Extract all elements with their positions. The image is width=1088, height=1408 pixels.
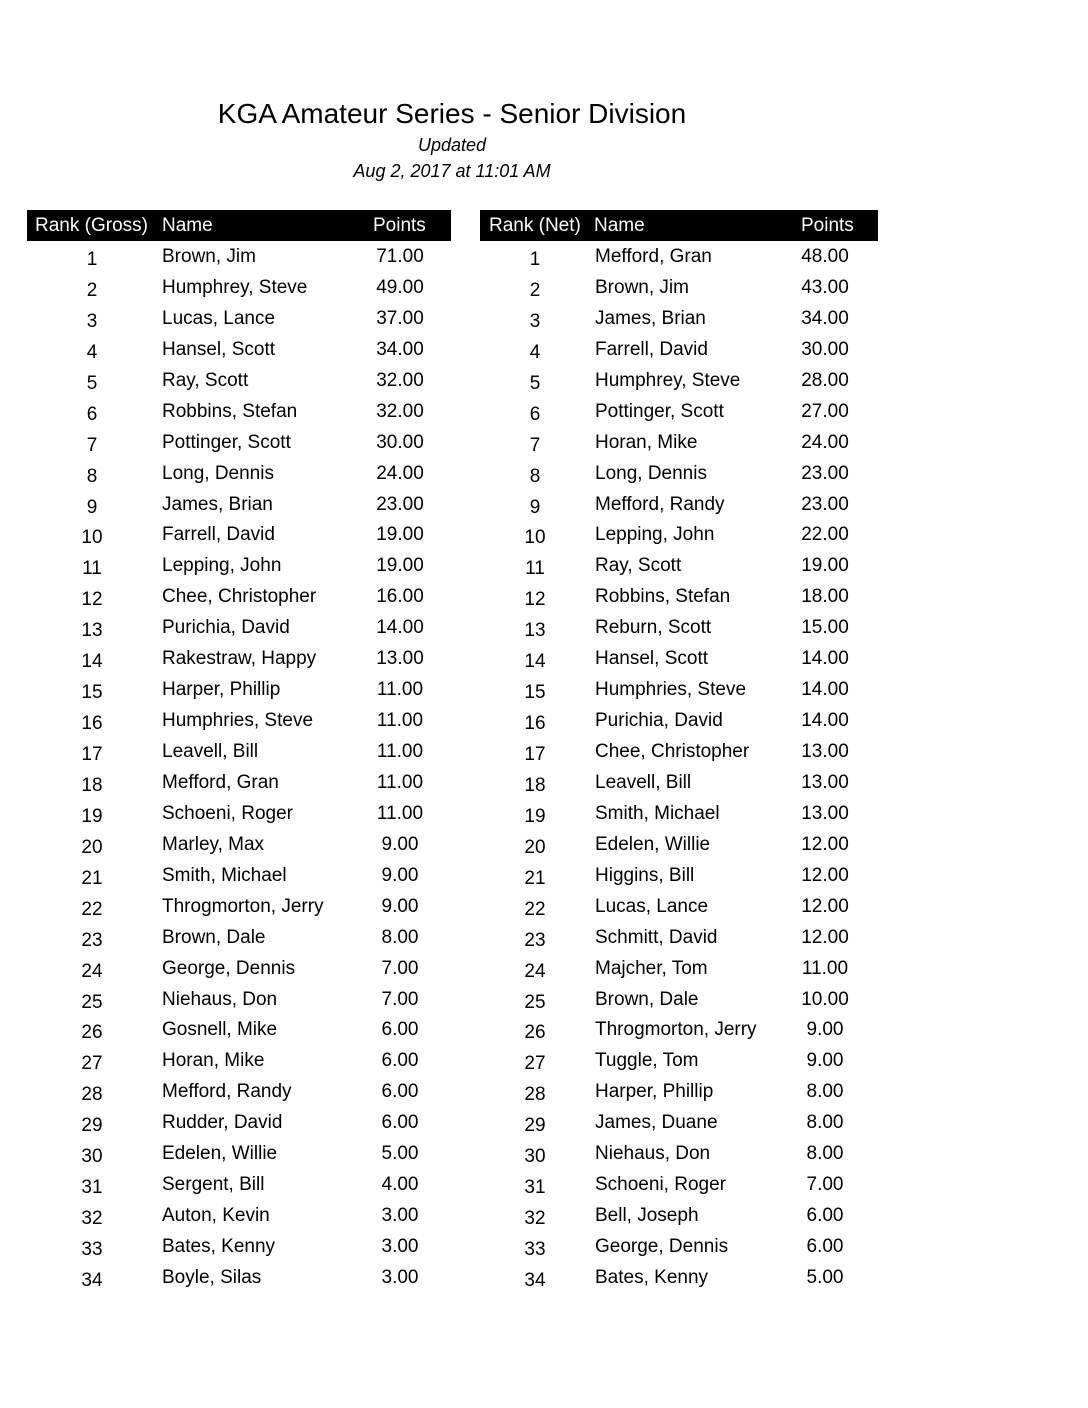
points-cell: 30.00 bbox=[376, 431, 424, 453]
rank-cell: 1 bbox=[529, 249, 541, 270]
rank-cell: 21 bbox=[81, 867, 103, 889]
points-cell: 43.00 bbox=[801, 276, 849, 298]
name-cell: Gosnell, Mike bbox=[162, 1019, 278, 1041]
points-cell: 9.00 bbox=[806, 1019, 844, 1041]
table-row bbox=[480, 705, 878, 736]
rank-cell: 4 bbox=[529, 341, 541, 363]
table-row bbox=[27, 984, 451, 1015]
table-row bbox=[27, 1138, 451, 1169]
rank-cell: 13 bbox=[524, 620, 546, 642]
points-cell: 9.00 bbox=[381, 833, 419, 855]
points-cell: 8.00 bbox=[806, 1112, 844, 1134]
rank-cell: 20 bbox=[81, 836, 103, 858]
name-cell: Schoeni, Roger bbox=[162, 802, 293, 824]
points-cell: 7.00 bbox=[381, 957, 419, 979]
rank-cell: 16 bbox=[524, 713, 546, 735]
column-header-rank: Rank (Net) bbox=[489, 215, 581, 236]
name-cell: Harper, Phillip bbox=[162, 679, 281, 701]
name-cell: Throgmorton, Jerry bbox=[595, 1019, 757, 1041]
table-row bbox=[27, 427, 451, 458]
table-row bbox=[480, 736, 878, 767]
points-cell: 23.00 bbox=[801, 462, 849, 484]
points-cell: 18.00 bbox=[801, 586, 849, 608]
name-cell: Leavell, Bill bbox=[595, 771, 692, 793]
rank-cell: 29 bbox=[524, 1115, 546, 1137]
rank-cell: 25 bbox=[81, 991, 103, 1013]
points-cell: 14.00 bbox=[801, 710, 849, 732]
table-row bbox=[27, 1014, 451, 1045]
points-cell: 19.00 bbox=[376, 555, 424, 577]
table-row bbox=[480, 767, 878, 798]
rank-cell: 31 bbox=[524, 1177, 546, 1199]
points-cell: 10.00 bbox=[801, 988, 849, 1010]
rank-cell: 13 bbox=[81, 620, 103, 642]
points-cell: 5.00 bbox=[381, 1143, 419, 1165]
name-cell: Brown, Jim bbox=[162, 246, 256, 267]
name-cell: Brown, Dale bbox=[595, 988, 699, 1010]
updated-timestamp: Aug 2, 2017 at 11:01 AM bbox=[353, 161, 551, 181]
table-row bbox=[480, 891, 878, 922]
rank-cell: 22 bbox=[524, 898, 546, 920]
rank-cell: 19 bbox=[81, 805, 103, 827]
rank-cell: 24 bbox=[524, 960, 546, 982]
table-row bbox=[480, 334, 878, 365]
name-cell: Schmitt, David bbox=[595, 926, 718, 948]
column-header-name: Name bbox=[594, 215, 645, 236]
name-cell: Lepping, John bbox=[595, 524, 715, 546]
name-cell: Long, Dennis bbox=[162, 462, 274, 484]
name-cell: Farrell, David bbox=[162, 524, 275, 546]
table-header bbox=[27, 210, 451, 241]
name-cell: Humphrey, Steve bbox=[162, 276, 308, 298]
name-cell: Edelen, Willie bbox=[595, 833, 711, 855]
name-cell: Pottinger, Scott bbox=[162, 431, 291, 453]
name-cell: Chee, Christopher bbox=[595, 741, 750, 762]
table-row bbox=[480, 860, 878, 891]
rank-cell: 1 bbox=[86, 249, 98, 270]
table-row bbox=[27, 891, 451, 922]
table-row bbox=[27, 674, 451, 705]
name-cell: Robbins, Stefan bbox=[162, 400, 298, 422]
name-cell: Niehaus, Don bbox=[595, 1143, 711, 1165]
points-cell: 49.00 bbox=[376, 276, 424, 298]
table-row bbox=[480, 1045, 878, 1076]
table-row bbox=[480, 643, 878, 674]
rank-cell: 31 bbox=[81, 1177, 103, 1199]
table-row bbox=[480, 396, 878, 427]
points-cell: 13.00 bbox=[801, 741, 849, 762]
points-cell: 6.00 bbox=[381, 1050, 419, 1072]
table-row bbox=[27, 1045, 451, 1076]
name-cell: Higgins, Bill bbox=[595, 864, 695, 886]
name-cell: James, Brian bbox=[595, 307, 706, 329]
rank-cell: 16 bbox=[81, 713, 103, 735]
rank-cell: 12 bbox=[524, 589, 546, 611]
name-cell: Lepping, John bbox=[162, 555, 282, 577]
points-cell: 32.00 bbox=[376, 369, 424, 391]
rank-cell: 27 bbox=[81, 1053, 103, 1075]
table-row bbox=[27, 241, 451, 272]
points-cell: 11.00 bbox=[376, 679, 424, 701]
name-cell: Niehaus, Don bbox=[162, 988, 278, 1010]
name-cell: Auton, Kevin bbox=[162, 1205, 270, 1227]
rank-cell: 29 bbox=[81, 1115, 103, 1137]
table-row bbox=[27, 458, 451, 489]
rank-cell: 5 bbox=[86, 372, 98, 394]
rank-cell: 5 bbox=[529, 372, 541, 394]
name-cell: Smith, Michael bbox=[595, 802, 720, 824]
rank-cell: 23 bbox=[81, 929, 103, 951]
rank-cell: 33 bbox=[81, 1239, 103, 1260]
table-body bbox=[480, 241, 878, 1293]
rank-cell: 9 bbox=[529, 496, 541, 518]
points-cell: 7.00 bbox=[806, 1174, 844, 1196]
rank-cell: 28 bbox=[524, 1084, 546, 1106]
points-cell: 19.00 bbox=[801, 555, 849, 577]
name-cell: Pottinger, Scott bbox=[595, 400, 724, 422]
points-cell: 28.00 bbox=[801, 369, 849, 391]
rank-cell: 12 bbox=[81, 589, 103, 611]
column-header-rank: Rank (Gross) bbox=[35, 215, 148, 236]
table-row bbox=[480, 1014, 878, 1045]
table-row bbox=[27, 829, 451, 860]
rank-cell: 27 bbox=[524, 1053, 546, 1075]
name-cell: Brown, Jim bbox=[595, 276, 689, 298]
table-row bbox=[27, 612, 451, 643]
rank-cell: 11 bbox=[525, 558, 545, 580]
table-row bbox=[27, 767, 451, 798]
name-cell: Purichia, David bbox=[162, 617, 290, 639]
rank-cell: 23 bbox=[524, 929, 546, 951]
name-cell: Humphrey, Steve bbox=[595, 369, 741, 391]
rank-cell: 30 bbox=[81, 1146, 103, 1168]
name-cell: Chee, Christopher bbox=[162, 586, 317, 608]
table-header bbox=[480, 210, 878, 241]
name-cell: Edelen, Willie bbox=[162, 1143, 278, 1165]
points-cell: 19.00 bbox=[376, 524, 424, 546]
rank-cell: 2 bbox=[529, 279, 541, 301]
rank-cell: 28 bbox=[81, 1084, 103, 1106]
rank-cell: 19 bbox=[524, 805, 546, 827]
points-cell: 4.00 bbox=[381, 1174, 419, 1196]
rank-cell: 14 bbox=[524, 651, 546, 673]
table-row bbox=[27, 303, 451, 334]
rank-cell: 34 bbox=[81, 1269, 103, 1291]
name-cell: Boyle, Silas bbox=[162, 1266, 262, 1288]
points-cell: 13.00 bbox=[801, 802, 849, 824]
points-cell: 6.00 bbox=[806, 1236, 844, 1257]
table-row bbox=[480, 458, 878, 489]
points-cell: 3.00 bbox=[381, 1236, 419, 1257]
points-cell: 3.00 bbox=[381, 1205, 419, 1227]
table-row bbox=[27, 1262, 451, 1293]
rank-cell: 3 bbox=[86, 310, 98, 332]
rank-cell: 30 bbox=[524, 1146, 546, 1168]
points-cell: 32.00 bbox=[376, 400, 424, 422]
name-cell: Ray, Scott bbox=[162, 369, 249, 391]
rank-cell: 26 bbox=[81, 1022, 103, 1044]
points-cell: 12.00 bbox=[801, 926, 849, 948]
rank-cell: 33 bbox=[524, 1239, 546, 1260]
rank-cell: 26 bbox=[524, 1022, 546, 1044]
points-cell: 34.00 bbox=[376, 338, 424, 360]
name-cell: Harper, Phillip bbox=[595, 1081, 714, 1103]
points-cell: 12.00 bbox=[801, 833, 849, 855]
rank-cell: 11 bbox=[82, 558, 102, 580]
points-cell: 16.00 bbox=[376, 586, 424, 608]
column-header-points: Points bbox=[373, 215, 426, 236]
points-cell: 11.00 bbox=[376, 802, 424, 824]
rank-cell: 7 bbox=[86, 434, 98, 456]
table-row bbox=[27, 643, 451, 674]
rank-cell: 4 bbox=[86, 341, 98, 363]
name-cell: Robbins, Stefan bbox=[595, 586, 731, 608]
table-row bbox=[480, 581, 878, 612]
table-row bbox=[27, 365, 451, 396]
name-cell: Sergent, Bill bbox=[162, 1174, 265, 1196]
table-row bbox=[480, 1262, 878, 1293]
rank-cell: 32 bbox=[524, 1208, 546, 1230]
name-cell: Reburn, Scott bbox=[595, 617, 712, 639]
points-cell: 13.00 bbox=[801, 771, 849, 793]
points-cell: 11.00 bbox=[376, 741, 424, 762]
points-cell: 9.00 bbox=[381, 895, 419, 917]
rank-cell: 34 bbox=[524, 1269, 546, 1291]
rank-cell: 21 bbox=[524, 867, 546, 889]
table-row bbox=[27, 334, 451, 365]
table-row bbox=[27, 272, 451, 303]
rank-cell: 8 bbox=[529, 465, 541, 487]
name-cell: Smith, Michael bbox=[162, 864, 287, 886]
rank-cell: 10 bbox=[524, 527, 546, 549]
points-cell: 8.00 bbox=[381, 926, 419, 948]
points-cell: 11.00 bbox=[376, 710, 424, 732]
points-cell: 23.00 bbox=[376, 493, 424, 515]
points-cell: 11.00 bbox=[376, 771, 424, 793]
table-row bbox=[27, 953, 451, 984]
points-cell: 13.00 bbox=[376, 648, 424, 670]
page-title: KGA Amateur Series - Senior Division bbox=[217, 98, 687, 129]
points-cell: 23.00 bbox=[801, 493, 849, 515]
name-cell: Leavell, Bill bbox=[162, 741, 259, 762]
rank-cell: 6 bbox=[529, 403, 541, 425]
points-cell: 14.00 bbox=[801, 679, 849, 701]
table-row bbox=[27, 1076, 451, 1107]
name-cell: Humphries, Steve bbox=[162, 710, 314, 732]
rank-cell: 6 bbox=[86, 403, 98, 425]
name-cell: George, Dennis bbox=[595, 1236, 729, 1257]
column-header-points: Points bbox=[801, 215, 854, 236]
table-row bbox=[480, 519, 878, 550]
points-cell: 8.00 bbox=[806, 1143, 844, 1165]
name-cell: Mefford, Gran bbox=[595, 246, 712, 267]
name-cell: Ray, Scott bbox=[595, 555, 682, 577]
table-row bbox=[27, 1231, 451, 1262]
name-cell: Bell, Joseph bbox=[595, 1205, 699, 1227]
name-cell: Majcher, Tom bbox=[595, 957, 708, 979]
name-cell: Mefford, Gran bbox=[162, 771, 279, 793]
name-cell: George, Dennis bbox=[162, 957, 296, 979]
table-row bbox=[27, 396, 451, 427]
table-row bbox=[27, 705, 451, 736]
rank-cell: 18 bbox=[81, 774, 103, 796]
rank-cell: 25 bbox=[524, 991, 546, 1013]
points-cell: 30.00 bbox=[801, 338, 849, 360]
table-row bbox=[480, 1231, 878, 1262]
table-row bbox=[480, 1169, 878, 1200]
table-row bbox=[480, 1076, 878, 1107]
points-cell: 3.00 bbox=[381, 1266, 419, 1288]
table-row bbox=[27, 860, 451, 891]
points-cell: 8.00 bbox=[806, 1081, 844, 1103]
table-row bbox=[480, 674, 878, 705]
name-cell: Bates, Kenny bbox=[162, 1236, 276, 1257]
table-row bbox=[480, 612, 878, 643]
points-cell: 15.00 bbox=[801, 617, 849, 639]
points-cell: 24.00 bbox=[801, 431, 849, 453]
points-cell: 6.00 bbox=[381, 1019, 419, 1041]
name-cell: Hansel, Scott bbox=[595, 648, 708, 670]
column-header-name: Name bbox=[162, 215, 213, 236]
rank-cell: 20 bbox=[524, 836, 546, 858]
points-cell: 27.00 bbox=[801, 400, 849, 422]
points-cell: 12.00 bbox=[801, 864, 849, 886]
points-cell: 14.00 bbox=[801, 648, 849, 670]
table-row bbox=[480, 953, 878, 984]
name-cell: Purichia, David bbox=[595, 710, 723, 732]
points-cell: 12.00 bbox=[801, 895, 849, 917]
table-row bbox=[480, 365, 878, 396]
rank-cell: 15 bbox=[81, 682, 103, 704]
points-cell: 9.00 bbox=[806, 1050, 844, 1072]
name-cell: Farrell, David bbox=[595, 338, 708, 360]
points-cell: 11.00 bbox=[801, 957, 849, 979]
name-cell: Humphries, Steve bbox=[595, 679, 747, 701]
table-row bbox=[27, 550, 451, 581]
table-row bbox=[480, 303, 878, 334]
name-cell: Horan, Mike bbox=[595, 431, 698, 453]
table-row bbox=[480, 829, 878, 860]
points-cell: 6.00 bbox=[381, 1112, 419, 1134]
table-row bbox=[27, 798, 451, 829]
page-subtitle: Updated bbox=[417, 135, 487, 155]
name-cell: Horan, Mike bbox=[162, 1050, 265, 1072]
points-cell: 6.00 bbox=[806, 1205, 844, 1227]
rank-cell: 10 bbox=[81, 527, 103, 549]
rank-cell: 17 bbox=[81, 744, 103, 765]
rank-cell: 14 bbox=[81, 651, 103, 673]
name-cell: Brown, Dale bbox=[162, 926, 266, 948]
table-row bbox=[27, 736, 451, 767]
name-cell: Marley, Max bbox=[162, 833, 265, 855]
table-row bbox=[480, 272, 878, 303]
table-row bbox=[480, 550, 878, 581]
name-cell: Rakestraw, Happy bbox=[162, 648, 317, 670]
name-cell: Schoeni, Roger bbox=[595, 1174, 726, 1196]
table-row bbox=[27, 489, 451, 520]
table-row bbox=[27, 581, 451, 612]
name-cell: Lucas, Lance bbox=[595, 895, 709, 917]
rank-cell: 18 bbox=[524, 774, 546, 796]
table-row bbox=[480, 241, 878, 272]
table-row bbox=[27, 1169, 451, 1200]
table-row bbox=[27, 922, 451, 953]
table-row bbox=[480, 1138, 878, 1169]
points-cell: 34.00 bbox=[801, 307, 849, 329]
name-cell: James, Duane bbox=[595, 1112, 718, 1134]
table-row bbox=[27, 1200, 451, 1231]
table-row bbox=[480, 984, 878, 1015]
points-cell: 14.00 bbox=[376, 617, 424, 639]
name-cell: Long, Dennis bbox=[595, 462, 707, 484]
name-cell: James, Brian bbox=[162, 493, 273, 515]
rank-cell: 22 bbox=[81, 898, 103, 920]
rank-cell: 15 bbox=[524, 682, 546, 704]
points-cell: 48.00 bbox=[801, 246, 849, 267]
points-cell: 22.00 bbox=[801, 524, 849, 546]
rank-cell: 8 bbox=[86, 465, 98, 487]
table-row bbox=[480, 489, 878, 520]
table-row bbox=[480, 427, 878, 458]
name-cell: Throgmorton, Jerry bbox=[162, 895, 324, 917]
rank-cell: 3 bbox=[529, 310, 541, 332]
gross-standings-table bbox=[27, 210, 451, 1293]
name-cell: Hansel, Scott bbox=[162, 338, 275, 360]
name-cell: Mefford, Randy bbox=[595, 493, 725, 515]
points-cell: 24.00 bbox=[376, 462, 424, 484]
name-cell: Tuggle, Tom bbox=[595, 1050, 699, 1072]
points-cell: 7.00 bbox=[381, 988, 419, 1010]
rank-cell: 24 bbox=[81, 960, 103, 982]
net-standings-table bbox=[480, 210, 878, 1293]
name-cell: Mefford, Randy bbox=[162, 1081, 292, 1103]
points-cell: 5.00 bbox=[806, 1266, 844, 1288]
name-cell: Rudder, David bbox=[162, 1112, 283, 1134]
points-cell: 6.00 bbox=[381, 1081, 419, 1103]
rank-cell: 17 bbox=[524, 744, 546, 765]
rank-cell: 32 bbox=[81, 1208, 103, 1230]
rank-cell: 9 bbox=[86, 496, 98, 518]
table-row bbox=[480, 922, 878, 953]
rank-cell: 7 bbox=[529, 434, 541, 456]
table-row bbox=[27, 1107, 451, 1138]
table-row bbox=[27, 519, 451, 550]
name-cell: Bates, Kenny bbox=[595, 1266, 709, 1288]
rank-cell: 2 bbox=[86, 279, 98, 301]
points-cell: 37.00 bbox=[376, 307, 424, 329]
table-row bbox=[480, 1200, 878, 1231]
name-cell: Lucas, Lance bbox=[162, 307, 276, 329]
table-body bbox=[27, 241, 451, 1293]
points-cell: 9.00 bbox=[381, 864, 419, 886]
points-cell: 71.00 bbox=[376, 246, 424, 267]
table-row bbox=[480, 1107, 878, 1138]
table-row bbox=[480, 798, 878, 829]
